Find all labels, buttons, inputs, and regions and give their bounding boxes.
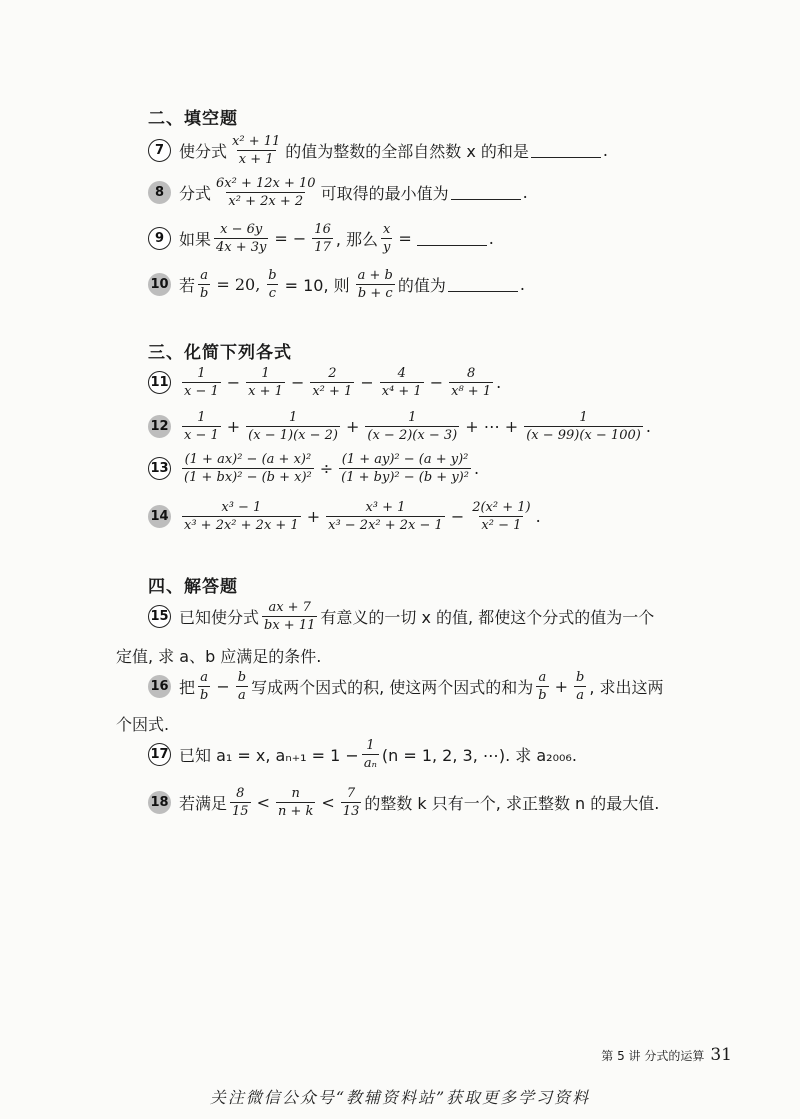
fraction: $\frac{1}{\text{aₙ}}$	[363, 738, 377, 771]
fraction: $\frac{1}{(x - 1)(x - 2)}$	[248, 410, 338, 443]
answer-blank[interactable]	[448, 277, 518, 292]
question-number: 17	[148, 743, 171, 766]
fraction: $\frac{b}{a}$	[237, 670, 247, 703]
section-simplify-title: 三、化简下列各式	[148, 343, 292, 363]
question-text: 分式	[179, 184, 212, 203]
question-10: 10 若 $\frac{a}{b}$ = 20, $\frac{b}{c}$ = 10, 则 $\frac{a + b}{b + c}$ 的值为 .	[148, 268, 525, 301]
question-12: 12 $\frac{1}{x - 1}$ + $\frac{1}{(x - 1)(x - 2)}$ + $\frac{1}{(x - 2)(x - 3)}$ + ⋯ + $\frac{1}{(x - 99)(x - 100)}$ .	[148, 410, 651, 443]
question-number: 7	[148, 139, 171, 162]
question-number: 13	[148, 457, 171, 480]
question-14: 14 $\frac{\text{x³ − 1}}{\text{x³ + 2x² + 2x + 1}}$ + $\frac{\text{x³ + 1}}{\text{x³ − 2x² + 2x − 1}}$ − $\frac{\text{2(x² + 1)}}{\text{x² − 1}}$ .	[148, 500, 541, 533]
answer-blank[interactable]	[417, 231, 487, 246]
fraction: $\frac{a}{b}$	[538, 670, 547, 703]
fraction: $\frac{ax + 7}{bx + 11}$	[264, 600, 316, 633]
answer-blank[interactable]	[531, 143, 601, 158]
fraction: $\frac{a}{b}$	[200, 268, 209, 301]
fraction: $\frac{a}{b}$	[200, 670, 209, 703]
question-16-continuation: 个因式.	[116, 715, 170, 734]
question-number: 9	[148, 227, 171, 250]
fraction: $\frac{1}{(x - 99)(x - 100)}$	[526, 410, 641, 443]
watermark-text: 关注微信公众号“教辅资料站”获取更多学习资料	[209, 1088, 591, 1107]
fraction: $\frac{\text{2(x² + 1)}}{\text{x² − 1}}$	[472, 500, 531, 533]
fraction: $\frac{n}{n + k}$	[277, 786, 314, 819]
question-13: 13 $\frac{\text{(1 + ax)² − (a + x)²}}{\text{(1 + bx)² − (b + x)²}}$ ÷ $\frac{\text{(1 + ay)² − (a + y)²}}{\text{(1 + by)² − (b + y)²}}$ .	[148, 452, 479, 485]
fraction: $\frac{\text{x² + 11}}{x + 1}$	[232, 134, 281, 167]
question-number: 11	[148, 371, 171, 394]
answer-blank[interactable]	[451, 185, 521, 200]
question-number: 8	[148, 181, 171, 204]
question-text: 如果	[179, 230, 212, 249]
fraction: $\frac{8}{15}$	[232, 786, 249, 819]
question-15-continuation: 定值, 求 a、b 应满足的条件.	[116, 647, 322, 666]
question-text: 的值为整数的全部自然数 x 的和是	[285, 142, 529, 161]
question-text: 可取得的最小值为	[320, 184, 449, 203]
fraction: $\frac{4}{\text{x⁴ + 1}}$	[381, 366, 422, 399]
question-number: 14	[148, 505, 171, 528]
question-8: 8 分式 $\frac{\text{6x² + 12x + 10}}{\text{x² + 2x + 2}}$ 可取得的最小值为 .	[148, 176, 528, 209]
question-number: 18	[148, 791, 171, 814]
section-answer-title: 四、解答题	[148, 577, 238, 597]
fraction: $\frac{1}{x - 1}$	[184, 366, 219, 399]
question-16: 16 把 $\frac{a}{b}$ − $\frac{b}{a}$ 写成两个因式的积, 使这两个因式的和为 $\frac{a}{b}$ + $\frac{b}{a}$ , 求出这两	[148, 670, 664, 703]
question-15: 15 已知使分式 $\frac{ax + 7}{bx + 11}$ 有意义的一切 x 的值, 都使这个分式的值为一个	[148, 600, 654, 633]
fraction: $\frac{2}{\text{x² + 1}}$	[312, 366, 353, 399]
fraction: $\frac{\text{x³ − 1}}{\text{x³ + 2x² + 2x + 1}}$	[184, 500, 299, 533]
question-text: 使分式	[179, 142, 228, 161]
section-fill-title: 二、填空题	[148, 109, 238, 129]
fraction: $\frac{1}{x - 1}$	[184, 410, 219, 443]
question-7: 7 使分式 $\frac{\text{x² + 11}}{x + 1}$ 的值为整数的全部自然数 x 的和是 .	[148, 134, 608, 167]
question-number: 16	[148, 675, 171, 698]
page-footer	[601, 1045, 732, 1065]
fraction: $\frac{b}{a}$	[576, 670, 585, 703]
fraction: $\frac{x}{y}$	[383, 222, 391, 255]
chapter-label: 第 5 讲 分式的运算	[601, 1049, 705, 1063]
question-number: 12	[148, 415, 171, 438]
fraction: $\frac{a + b}{b + c}$	[357, 268, 393, 301]
fraction: $\frac{b}{c}$	[268, 268, 277, 301]
fraction: $\frac{16}{17}$	[314, 222, 331, 255]
question-9: 9 如果 $\frac{x - 6y}{4x + 3y}$ = − $\frac{16}{17}$ , 那么 $\frac{x}{y}$ = .	[148, 222, 494, 255]
fraction: $\frac{\text{(1 + ay)² − (a + y)²}}{\text{(1 + by)² − (b + y)²}}$	[341, 452, 469, 485]
question-17: 17 已知 a₁ = x, aₙ₊₁ = 1 − $\frac{1}{\text{aₙ}}$ (n = 1, 2, 3, ⋯). 求 a₂₀₀₆.	[148, 738, 577, 771]
question-11: 11 $\frac{1}{x - 1}$ − $\frac{1}{x + 1}$ − $\frac{2}{\text{x² + 1}}$ − $\frac{4}{\text{x⁴ + 1}}$ − $\frac{8}{\text{x⁸ + 1}}$ .	[148, 366, 501, 399]
fraction: $\frac{\text{(1 + ax)² − (a + x)²}}{\text{(1 + bx)² − (b + x)²}}$	[184, 452, 312, 485]
fraction: $\frac{7}{13}$	[342, 786, 360, 819]
question-18: 18 若满足 $\frac{8}{15}$ < $\frac{n}{n + k}$ < $\frac{7}{13}$ 的整数 k 只有一个, 求正整数 n 的最大值.	[148, 786, 659, 819]
page-number: 31	[710, 1045, 732, 1065]
fraction: $\frac{8}{\text{x⁸ + 1}}$	[451, 366, 492, 399]
fraction: $\frac{\text{6x² + 12x + 10}}{\text{x² + 2x + 2}}$	[216, 176, 316, 209]
fraction: $\frac{1}{x + 1}$	[248, 366, 283, 399]
fraction: $\frac{1}{(x - 2)(x - 3)}$	[367, 410, 458, 443]
question-number: 10	[148, 273, 171, 296]
fraction: $\frac{x - 6y}{4x + 3y}$	[216, 222, 267, 255]
fraction: $\frac{\text{x³ + 1}}{\text{x³ − 2x² + 2x − 1}}$	[328, 500, 443, 533]
question-number: 15	[148, 605, 171, 628]
